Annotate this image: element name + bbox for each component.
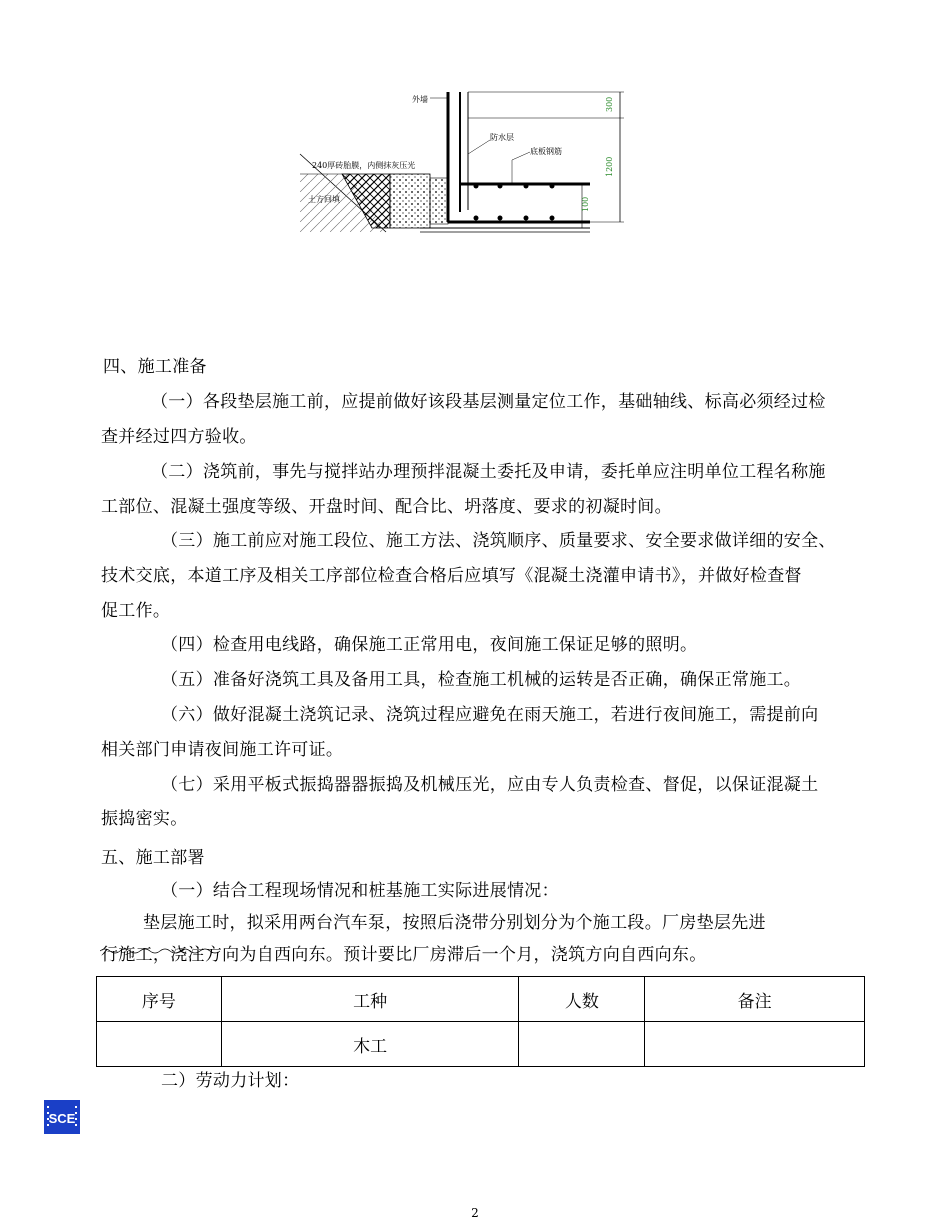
company-logo	[44, 1100, 80, 1134]
dim-low: 100	[581, 196, 590, 212]
construction-detail-drawing	[290, 82, 640, 242]
section4-line-12: （七）采用平板式振捣器器振捣及机械压光，应由专人负责检查、督促，以保证混凝土	[161, 775, 819, 795]
label-floor-rebar: 底板钢筋	[530, 147, 562, 156]
table-cell	[519, 1022, 645, 1067]
section4-line-5: （三）施工前应对施工段位、施工方法、浇筑顺序、质量要求、安全要求做详细的安全、	[161, 531, 836, 551]
wavy-underline	[100, 947, 230, 955]
label-outer-wall: 外墙	[412, 95, 428, 104]
table-header-cell: 人数	[519, 977, 645, 1022]
section4-line-11: 相关部门申请夜间施工许可证。	[101, 740, 344, 760]
section4-line-4: 工部位、混凝土强度等级、开盘时间、配合比、坍落度、要求的初凝时间。	[101, 497, 672, 517]
section4-line-13: 振捣密实。	[101, 809, 188, 829]
section5-heading: 五、施工部署	[101, 848, 205, 868]
section4-line-3: （二）浇筑前，事先与搅拌站办理预拌混凝土委托及申请，委托单应注明单位工程名称施	[151, 462, 826, 482]
page-number: 2	[471, 1206, 479, 1220]
section4-heading: 四、施工准备	[103, 357, 207, 377]
table-header-cell: 工种	[221, 977, 519, 1022]
table-row	[97, 1022, 865, 1067]
section5-line-2: 垫层施工时，拟采用两台汽车泵，按照后浇带分别划分为个施工段。厂房垫层先进	[143, 913, 766, 933]
section4-line-10: （六）做好混凝土浇筑记录、浇筑过程应避免在雨天施工，若进行夜间施工，需提前向	[161, 705, 819, 725]
dim-mid: 1200	[605, 156, 614, 177]
dim-top: 300	[605, 96, 614, 112]
label-earth-fill: 土方回填	[308, 195, 340, 204]
section4-line-9: （五）准备好浇筑工具及备用工具，检查施工机械的运转是否正确，确保正常施工。	[161, 670, 802, 690]
section4-line-6: 技术交底，本道工序及相关工序部位检查合格后应填写《混凝土浇灌申请书》，并做好检查督	[101, 566, 802, 586]
section4-line-8: （四）检查用电线路，确保施工正常用电，夜间施工保证足够的照明。	[161, 635, 698, 655]
table-cell: 木工	[221, 1022, 519, 1067]
table-header-cell: 序号	[97, 977, 222, 1022]
labor-table	[96, 976, 865, 1067]
section5-line-3: 行施工，浇注方向为自西向东。预计要比厂房滞后一个月，浇筑方向自西向东。	[101, 945, 707, 965]
label-brick-wall: 240厚砖胎膜，内侧抹灰压光	[312, 161, 416, 170]
section4-line-7: 促工作。	[101, 601, 171, 621]
table-cell	[97, 1022, 222, 1067]
section4-line-1: （一）各段垫层施工前，应提前做好该段基层测量定位工作，基础轴线、标高必须经过检	[151, 392, 826, 412]
table-header-row	[97, 977, 865, 1022]
table-cell	[645, 1022, 865, 1067]
section4-line-2: 查并经过四方验收。	[101, 427, 257, 447]
section5-line-1: （一）结合工程现场情况和桩基施工实际进展情况：	[161, 881, 559, 901]
label-waterproof: 防水层	[490, 133, 514, 142]
logo-text: SCE	[48, 1111, 76, 1126]
labor-plan-heading: 二）劳动力计划：	[161, 1071, 300, 1091]
table-header-cell: 备注	[645, 977, 865, 1022]
